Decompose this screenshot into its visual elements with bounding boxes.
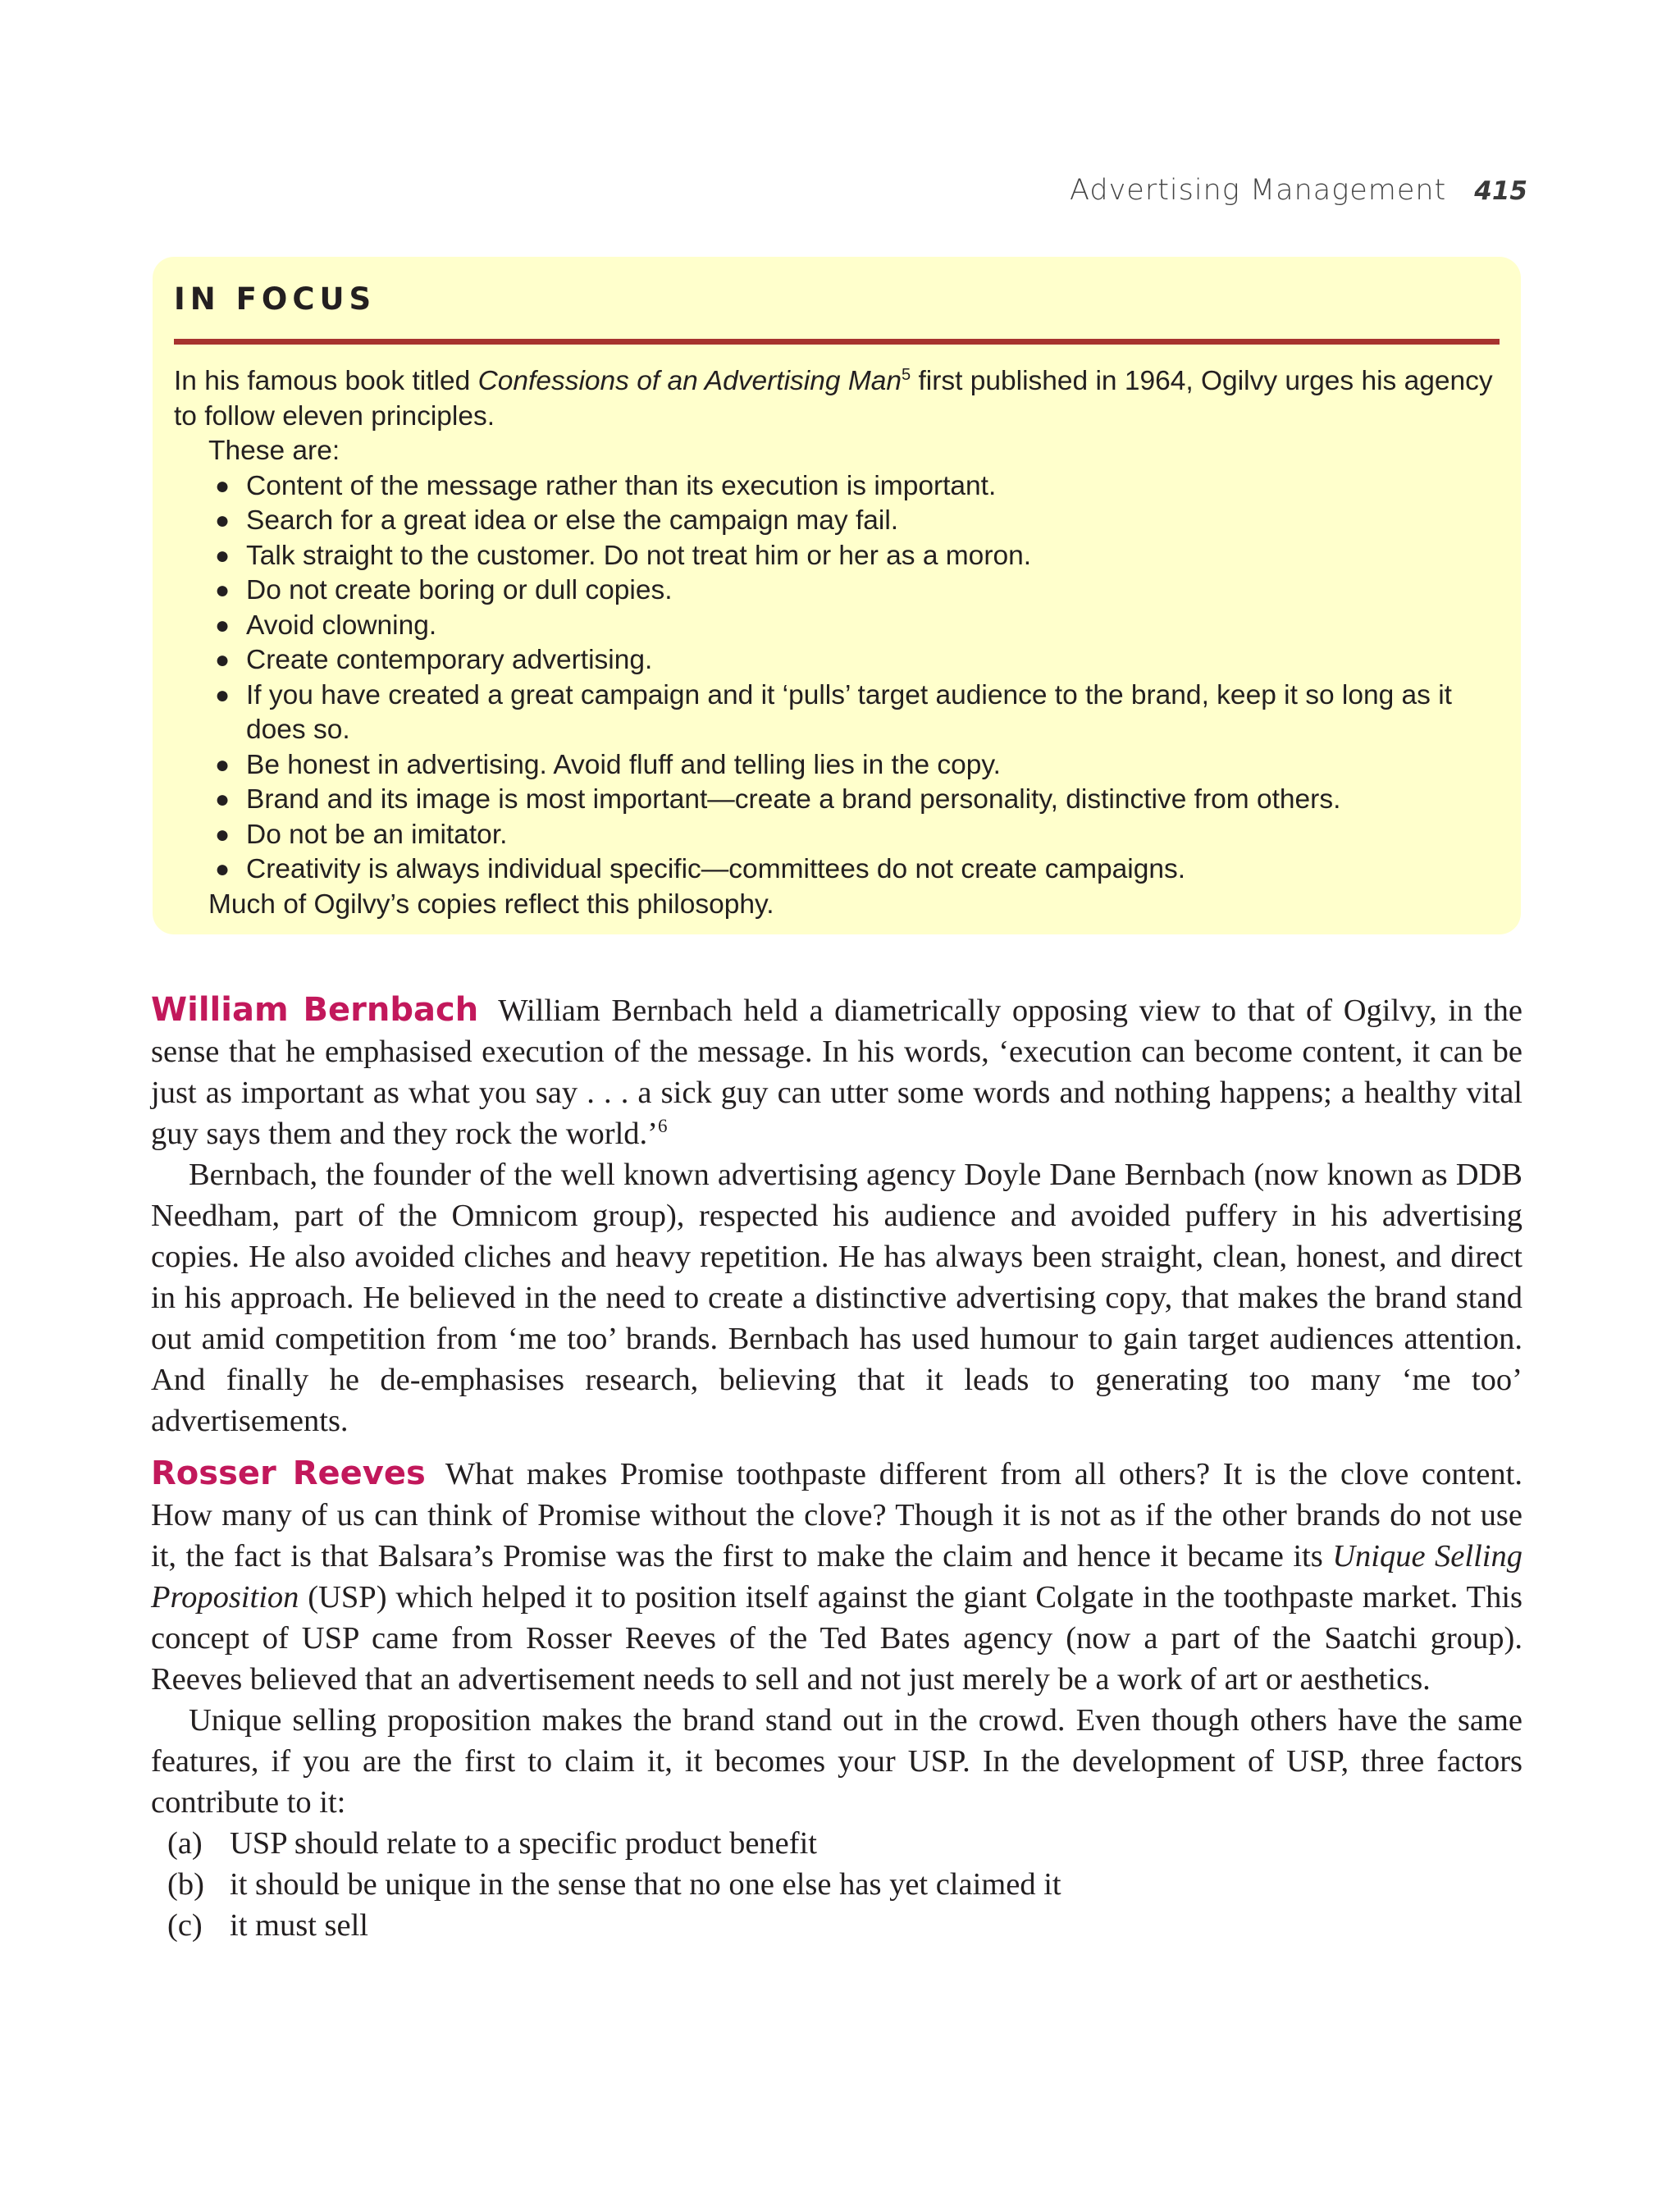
list-item: ● Talk straight to the customer. Do not treat him or her as a moron. <box>208 539 1500 574</box>
item-label: (b) <box>167 1867 204 1902</box>
bernbach-heading: William Bernbach <box>151 991 479 1029</box>
in-focus-rule <box>174 339 1500 345</box>
list-item: ● Creativity is always individual specific—committees do not create campaigns. <box>208 852 1500 888</box>
usp-factors-list <box>151 1823 1522 1946</box>
list-item: ● Search for a great idea or else the campaign may fail. <box>208 504 1500 539</box>
bullet-icon: ● <box>215 507 231 534</box>
list-item: (c) it must sell <box>151 1905 1522 1946</box>
footnote-marker: 6 <box>658 1115 668 1137</box>
bullet-icon: ● <box>215 786 231 813</box>
page-header <box>1070 174 1527 207</box>
reeves-paragraph-1: Rosser Reeves What makes Promise toothpaste different from all others? It is the clove content. How many of us can think of Promise without the clove? Though it is not as if the other brands do not use it, the fact is that Balsara’s Promise was the first to make the claim and hence it became its Unique Selling Proposition (USP) which helped it to position itself against the giant Colgate in the toothpaste market. This concept of USP came from Rosser Reeves of the Ted Bates agency (now a part of the Saatchi group). Reeves believed that an advertisement needs to sell and not just merely be a work of art or aesthetics. <box>151 1455 1523 1697</box>
list-item: ● Be honest in advertising. Avoid fluff and telling lies in the copy. <box>208 748 1500 783</box>
in-focus-closing: Much of Ogilvy’s copies reflect this philosophy. <box>208 888 774 920</box>
bernbach-paragraph-1: William Bernbach William Bernbach held a diametrically opposing view to that of Ogilvy, in the sense that he emphasised execution of the message. In his words, ‘execution can become content, it can be just as important as what you say . . . a sick guy can utter some words and nothing happens; a healthy vital guy says them and they rock the world.’$^6$ <box>151 991 1522 1151</box>
in-focus-title: IN FOCUS <box>174 281 377 317</box>
book-title: Confessions of an Advertising Man <box>477 366 902 396</box>
footnote-marker: 5 <box>901 365 911 384</box>
reeves-paragraph-2: Unique selling proposition makes the brand stand out in the crowd. Even though others have the same features, if you are the first to claim it, it becomes your USP. In the development of USP, three factors contribute to it: <box>151 1703 1522 1820</box>
bernbach-paragraph-2: Bernbach, the founder of the well known advertising agency Doyle Dane Bernbach (now known as DDB Needham, part of the Omnicom group), respected his audience and avoided puffery in his advertising copies. He also avoided cliches and heavy repetition. He has always been straight, clean, honest, and direct in his approach. He believed in the need to create a distinctive advertising copy, that makes the brand stand out amid competition from ‘me too’ brands. Bernbach has used humour to gain target audiences attention. And finally he de-emphasises research, believing that it leads to generating too many ‘me too’ advertisements. <box>151 1158 1522 1438</box>
bullet-icon: ● <box>215 611 231 639</box>
running-title: Advertising Management <box>1070 174 1447 207</box>
item-label: (a) <box>167 1826 203 1861</box>
these-are-label: These are: <box>208 436 340 466</box>
list-item: ● Brand and its image is most important—create a brand personality, distinctive from others. <box>208 783 1500 818</box>
item-label: (c) <box>167 1908 203 1943</box>
list-item: ● Do not create boring or dull copies. <box>208 573 1500 609</box>
list-item: (b) it should be unique in the sense that no one else has yet claimed it <box>151 1864 1522 1905</box>
principles-list <box>174 469 1500 888</box>
bullet-icon: ● <box>215 577 231 604</box>
list-item: ● Do not be an imitator. <box>208 818 1500 853</box>
list-item: ● Avoid clowning. <box>208 609 1500 644</box>
list-item: ● Create contemporary advertising. <box>208 643 1500 678</box>
bullet-icon: ● <box>215 681 231 709</box>
list-item: ● Content of the message rather than its execution is important. <box>208 469 1500 505</box>
in-focus-box <box>153 257 1521 934</box>
bullet-icon: ● <box>215 820 231 848</box>
usp-term: Unique Selling Proposition <box>151 1539 1522 1615</box>
reeves-heading: Rosser Reeves <box>151 1455 426 1492</box>
list-item: (a) USP should relate to a specific product benefit <box>151 1823 1522 1864</box>
body-text <box>151 989 1522 1946</box>
bullet-icon: ● <box>215 472 231 500</box>
bullet-icon: ● <box>215 541 231 569</box>
bullet-icon: ● <box>215 856 231 883</box>
bullet-icon: ● <box>215 751 231 779</box>
list-item: ● If you have created a great campaign and it ‘pulls’ target audience to the brand, keep it so long as it does so. <box>215 679 1452 745</box>
bullet-icon: ● <box>215 646 231 674</box>
in-focus-intro: In his famous book titled Confessions of an Advertising Man$^5$ first published in 1964, Ogilvy urges his agency to follow eleven principles. <box>174 365 1493 432</box>
page-number: 415 <box>1474 176 1527 206</box>
